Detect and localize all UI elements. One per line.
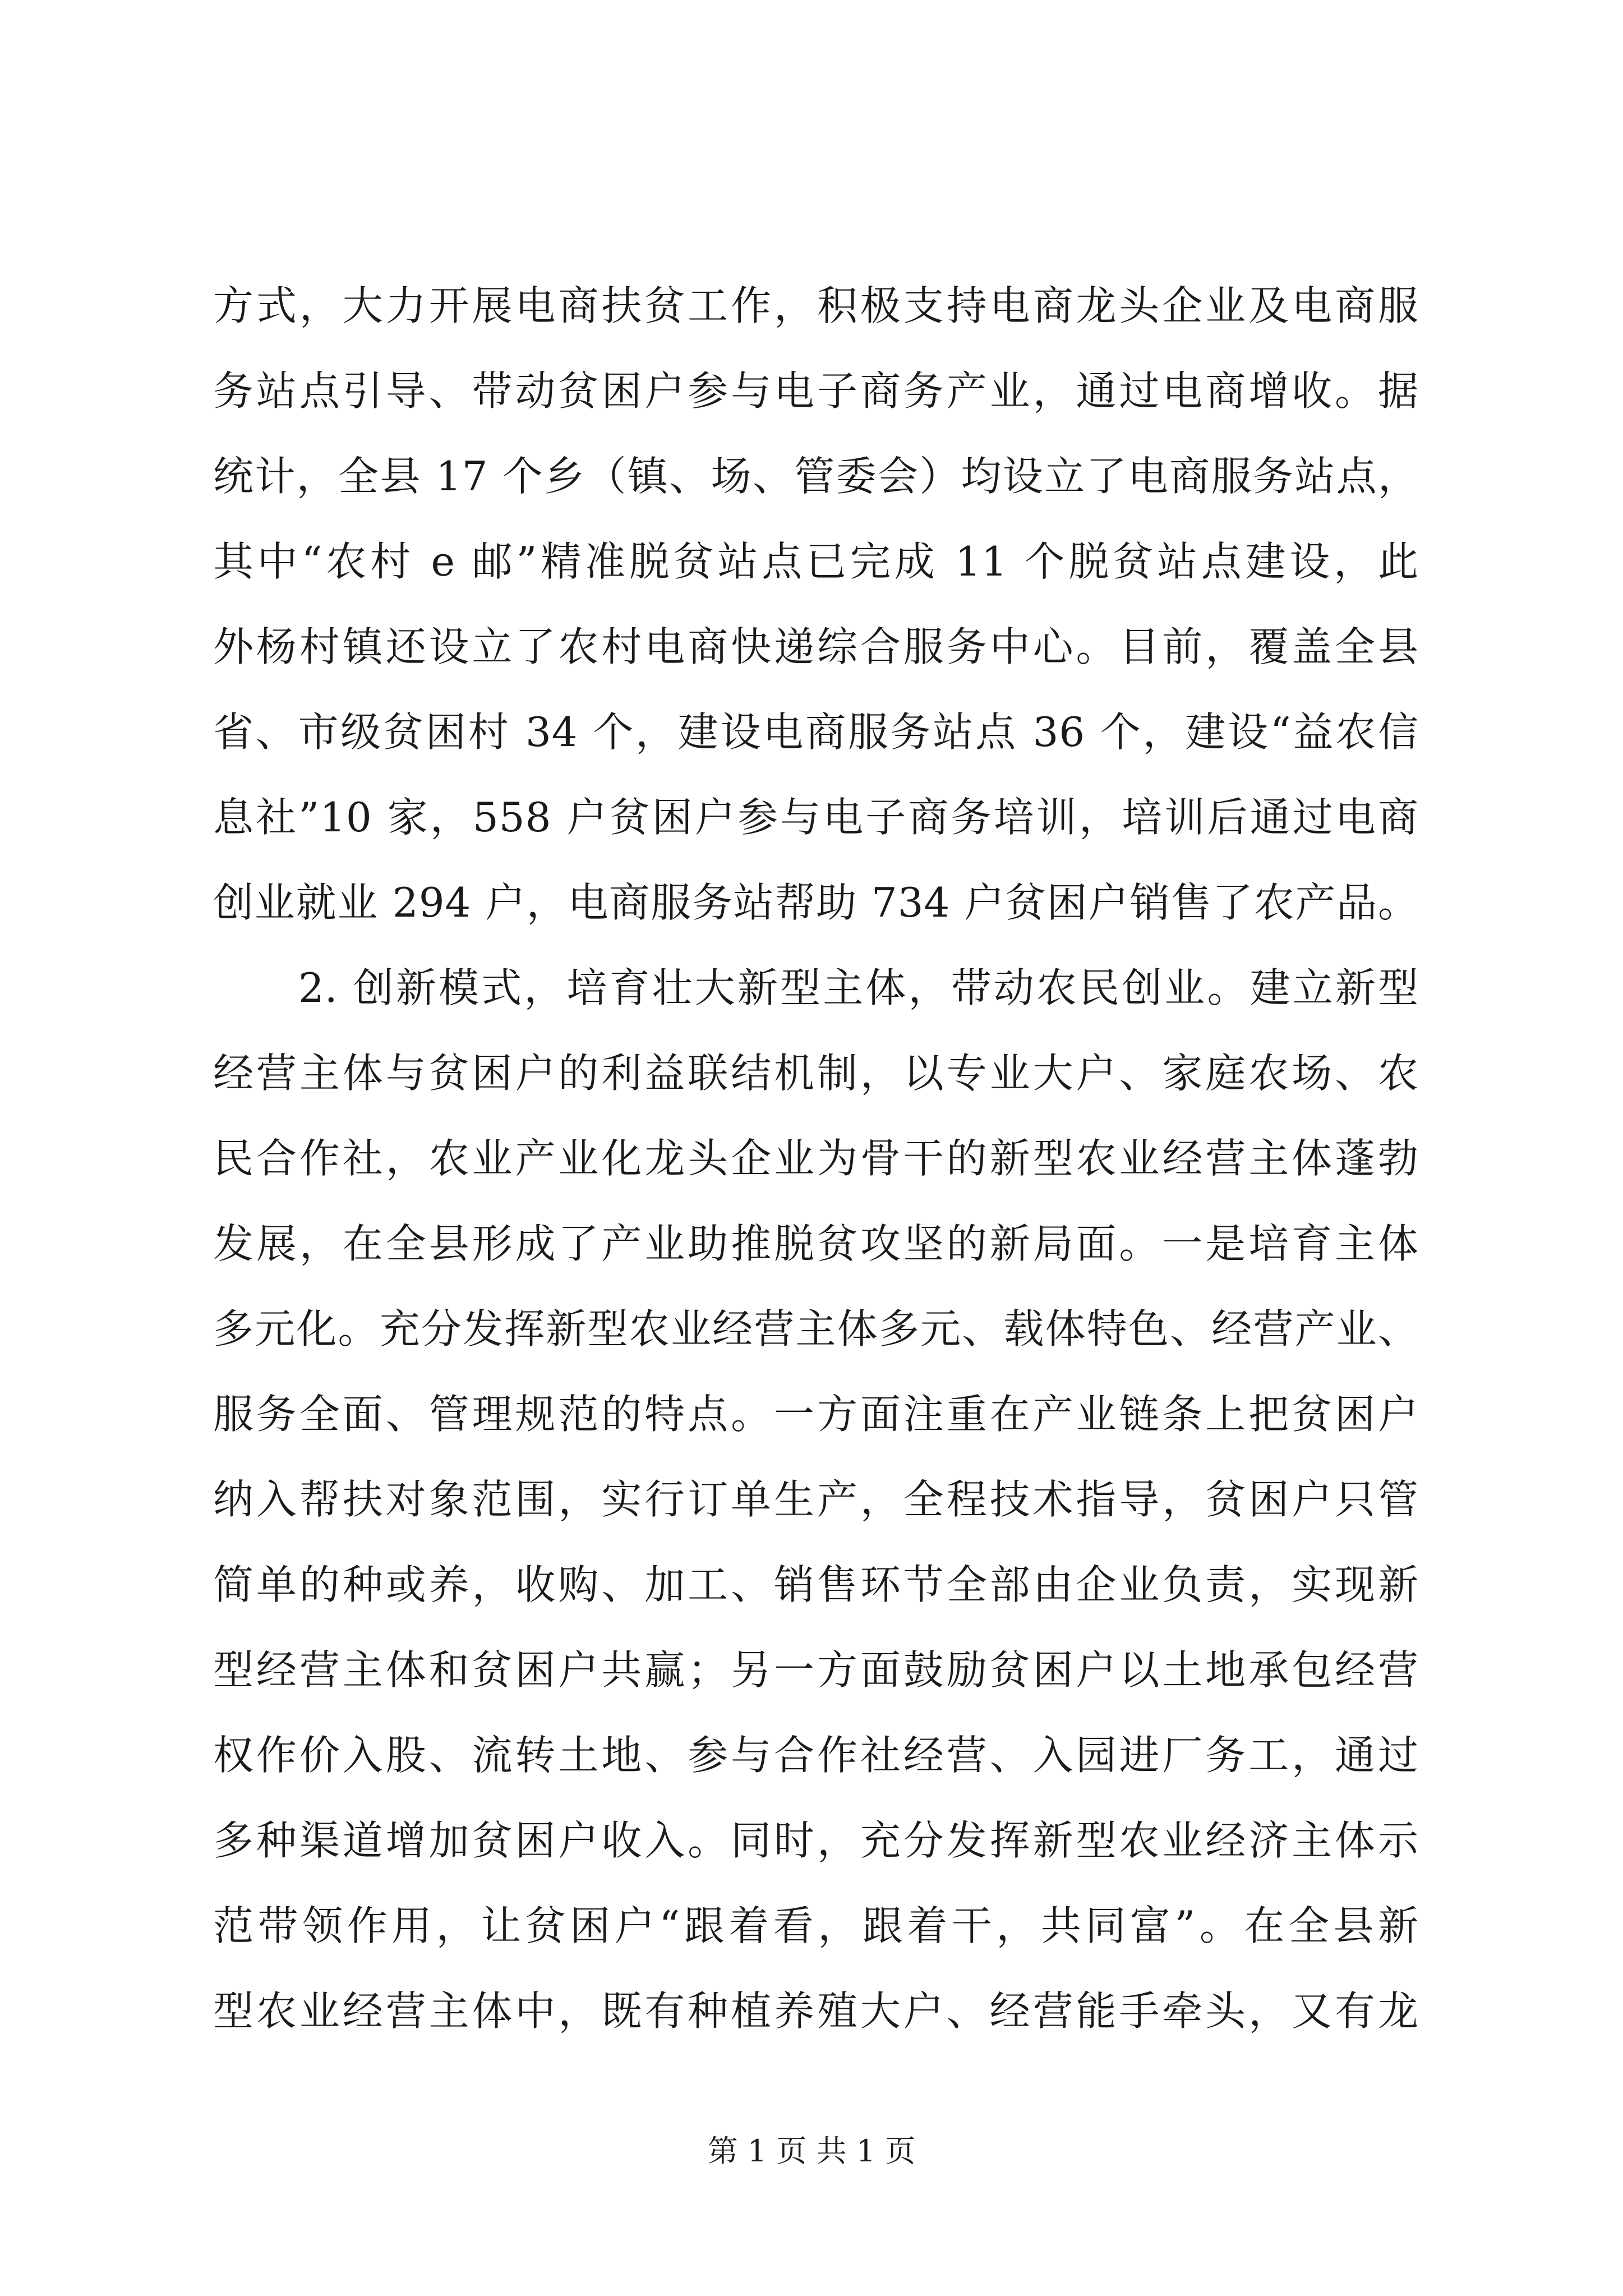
text-line: 型农业经营主体中，既有种植养殖大户、经营能手牵头，又有龙 [213,1987,1419,2035]
text-line: 多种渠道增加贫困户收入。同时，充分发挥新型农业经济主体示 [213,1817,1419,1864]
text-line: 方式，大力开展电商扶贫工作，积极支持电商龙头企业及电商服 [213,282,1419,329]
text-line: 其中“农村 e 邮”精准脱贫站点已完成 11 个脱贫站点建设，此 [213,538,1419,585]
text-line: 务站点引导、带动贫困户参与电子商务产业，通过电商增收。据 [213,367,1419,415]
text-line: 息社”10 家，558 户贫困户参与电子商务培训，培训后通过电商 [213,794,1419,841]
text-line: 服务全面、管理规范的特点。一方面注重在产业链条上把贫困户 [213,1391,1419,1438]
text-line: 纳入帮扶对象范围，实行订单生产，全程技术指导，贫困户只管 [213,1476,1419,1523]
text-line: 多元化。充分发挥新型农业经营主体多元、载体特色、经营产业、 [213,1305,1419,1352]
text-line: 民合作社，农业产业化龙头企业为骨干的新型农业经营主体蓬勃 [213,1135,1419,1182]
text-line: 型经营主体和贫困户共赢；另一方面鼓励贫困户以土地承包经营 [213,1646,1419,1694]
text-line: 统计，全县 17 个乡（镇、场、管委会）均设立了电商服务站点， [213,453,1419,500]
text-line: 创业就业 294 户，电商服务站帮助 734 户贫困户销售了农产品。 [213,879,1419,926]
paragraph-heading-line: 2. 创新模式，培育壮大新型主体，带动农民创业。建立新型 [298,964,1419,1011]
text-line: 权作价入股、流转土地、参与合作社经营、入园进厂务工，通过 [213,1732,1419,1779]
text-line: 范带领作用，让贫困户“跟着看，跟着干，共同富”。在全县新 [213,1902,1419,1949]
text-line: 经营主体与贫困户的利益联结机制，以专业大户、家庭农场、农 [213,1050,1419,1097]
page-number-footer: 第 1 页 共 1 页 [707,2133,916,2169]
text-line: 发展，在全县形成了产业助推脱贫攻坚的新局面。一是培育主体 [213,1220,1419,1267]
text-line: 简单的种或养，收购、加工、销售环节全部由企业负责，实现新 [213,1561,1419,1608]
text-line: 省、市级贫困村 34 个，建设电商服务站点 36 个，建设“益农信 [213,708,1419,756]
text-line: 外杨村镇还设立了农村电商快递综合服务中心。目前，覆盖全县 [213,623,1419,670]
